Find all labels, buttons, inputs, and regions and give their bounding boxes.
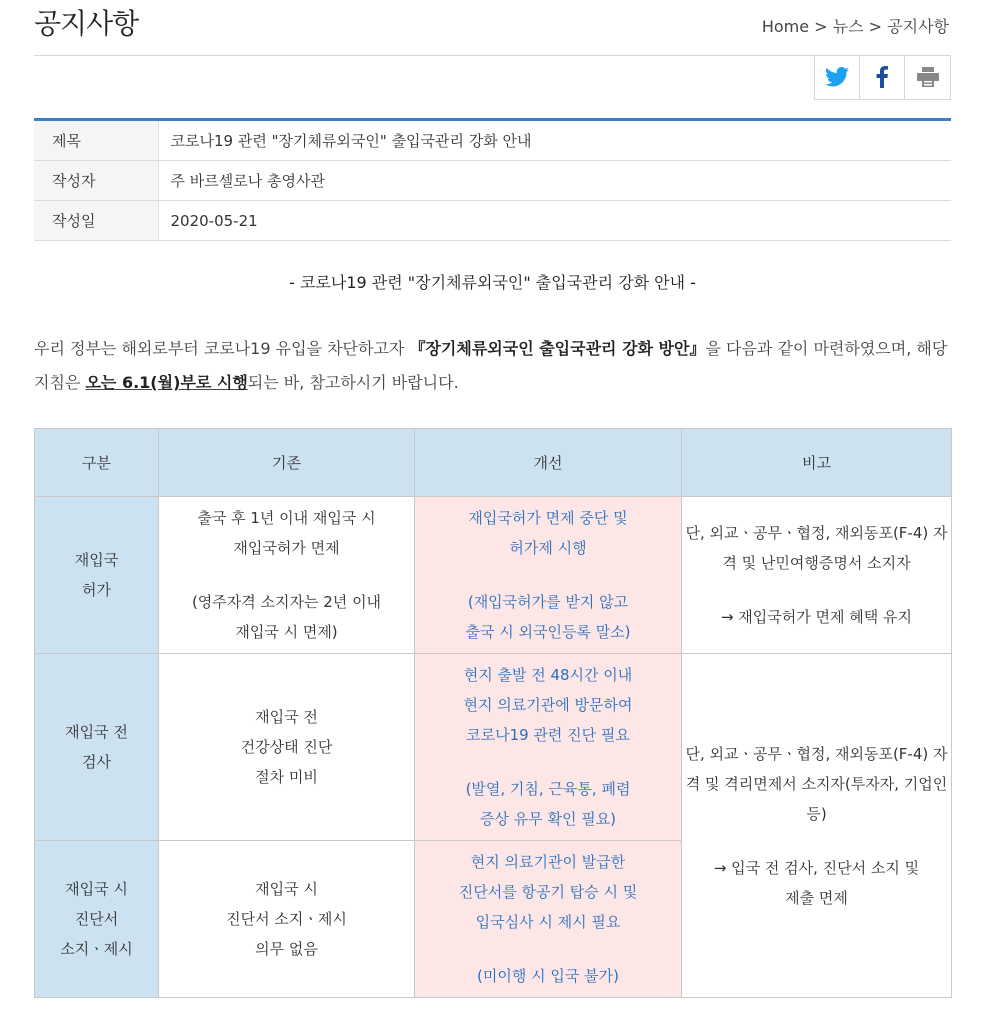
cell-line: 재입국 시 <box>255 880 318 898</box>
row-after <box>415 841 682 998</box>
cell-line: 단, 외교ㆍ공무ㆍ협정, 재외동포(F-4) 자 <box>685 744 948 763</box>
cell-line: 재입국 시 면제) <box>235 623 338 641</box>
cell-line: → 입국 전 검사, 진단서 소지 및 <box>713 858 920 877</box>
row-after <box>415 654 682 841</box>
cell-line: 출국 후 1년 이내 재입국 시 <box>197 509 376 527</box>
cell-line: 의무 없음 <box>255 940 318 958</box>
twitter-icon <box>825 67 849 87</box>
cell-line: 현지 의료기관이 발급한 <box>470 853 626 871</box>
cell-line: 재입국 <box>74 551 119 569</box>
cell-line: 출국 시 외국인등록 말소) <box>465 623 631 641</box>
paragraph-text: 우리 정부는 해외로부터 코로나19 유입을 차단하고자 <box>34 339 410 358</box>
facebook-share-button[interactable] <box>860 55 905 99</box>
post-author-value: 주 바르셀로나 총영사관 <box>158 161 951 201</box>
cell-line: 코로나19 관련 진단 필요 <box>466 726 630 744</box>
table-row <box>35 497 952 654</box>
cell-line: 입국심사 시 제시 필요 <box>475 913 621 931</box>
paragraph-text: 을 다음과 같이 마련하였으며, 해당 지침은 <box>34 339 948 392</box>
row-before <box>159 654 415 841</box>
paragraph-bold-text: 『장기체류외국인 출입국관리 강화 방안』 <box>409 339 706 358</box>
cell-line: 재입국 전 <box>255 708 318 726</box>
table-row <box>35 654 952 841</box>
cell-line: (재입국허가를 받지 않고 <box>467 593 629 611</box>
cell-line: 진단서를 항공기 탑승 시 및 <box>458 883 638 901</box>
row-after <box>415 497 682 654</box>
breadcrumb-news[interactable]: 뉴스 <box>832 17 864 36</box>
cell-line: 격 및 격리면제서 소지자(투자자, 기업인 <box>685 774 948 793</box>
cell-line: 격 및 난민여행증명서 소지자 <box>722 554 911 572</box>
breadcrumb-home[interactable]: Home <box>761 17 810 36</box>
cell-line: 소지ㆍ제시 <box>60 940 133 958</box>
info-label: 제목 <box>34 120 158 161</box>
row-before <box>159 841 415 998</box>
cell-line: 재입국 전 <box>65 723 128 741</box>
row-before <box>159 497 415 654</box>
cell-line: 건강상태 진단 <box>240 738 333 756</box>
facebook-icon <box>875 66 889 88</box>
share-toolbar <box>814 55 951 100</box>
cell-line: 현지 의료기관에 방문하여 <box>463 696 633 714</box>
info-label: 작성자 <box>34 161 158 201</box>
cell-line: 진단서 소지ㆍ제시 <box>226 910 347 928</box>
twitter-share-button[interactable] <box>815 55 860 99</box>
info-label: 작성일 <box>34 201 158 241</box>
post-title-value: 코로나19 관련 "장기체류외국인" 출입국관리 강화 안내 <box>158 120 951 161</box>
cell-line: 검사 <box>82 753 111 771</box>
print-icon <box>917 67 939 87</box>
cell-line: → 재입국허가 면제 혜택 유지 <box>720 608 913 626</box>
row-category <box>35 841 159 998</box>
info-row-title <box>34 120 951 161</box>
cell-line: 재입국허가 면제 <box>233 539 340 557</box>
cell-line: 현지 출발 전 48시간 이내 <box>463 666 633 684</box>
cell-line: 제출 면제 <box>785 888 848 907</box>
info-row-date <box>34 201 951 241</box>
content-paragraph <box>34 332 954 400</box>
cell-line: 증상 유무 확인 필요) <box>479 810 617 828</box>
header-note: 비고 <box>682 429 952 497</box>
cell-line: 허가 <box>82 581 111 599</box>
cell-line: 절차 미비 <box>255 768 318 786</box>
breadcrumb-separator: > <box>814 17 828 36</box>
header-after: 개선 <box>415 429 682 497</box>
header-category: 구분 <box>35 429 159 497</box>
post-date-value: 2020-05-21 <box>158 201 951 241</box>
cell-line: (영주자격 소지자는 2년 이내 <box>191 593 382 611</box>
breadcrumb-separator: > <box>868 17 883 36</box>
breadcrumb <box>762 14 949 37</box>
table-header-row <box>35 429 952 497</box>
paragraph-underlined-text: 오는 6.1(월)부로 시행 <box>85 373 248 392</box>
comparison-table <box>34 428 952 998</box>
page-title: 공지사항 <box>34 7 139 40</box>
header-before: 기존 <box>159 429 415 497</box>
row-note <box>682 497 952 654</box>
cell-line: (미이행 시 입국 불가) <box>477 967 619 985</box>
print-button[interactable] <box>905 55 950 99</box>
cell-line: 허가제 시행 <box>509 539 587 557</box>
paragraph-text: 되는 바, 참고하시기 바랍니다. <box>247 373 459 392</box>
cell-line: (발열, 기침, 근육통, 폐렴 <box>465 780 631 798</box>
breadcrumb-notice[interactable]: 공지사항 <box>887 17 949 36</box>
cell-line: 재입국허가 면제 중단 및 <box>468 509 628 527</box>
content-subtitle: - 코로나19 관련 "장기체류외국인" 출입국관리 강화 안내 - <box>289 273 696 292</box>
row-category <box>35 497 159 654</box>
row-note <box>682 654 952 998</box>
info-row-author <box>34 161 951 201</box>
cell-line: 단, 외교ㆍ공무ㆍ협정, 재외동포(F-4) 자 <box>685 524 948 542</box>
cell-line: 진단서 <box>74 910 119 928</box>
cell-line: 등) <box>806 804 827 823</box>
cell-line: 재입국 시 <box>65 880 128 898</box>
row-category <box>35 654 159 841</box>
post-info-table <box>34 118 951 241</box>
